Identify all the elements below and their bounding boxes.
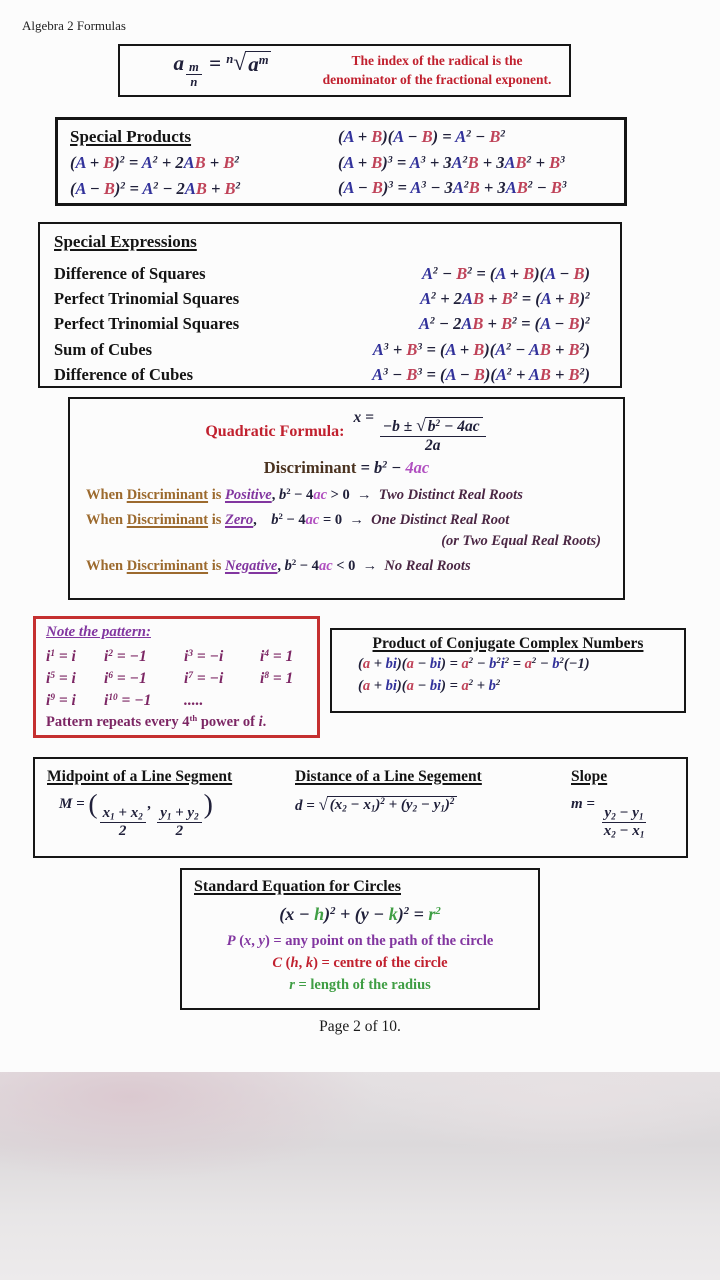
pattern-repeats-note: Pattern repeats every 4th power of i.: [46, 713, 267, 730]
circle-box-title: Standard Equation for Circles: [194, 878, 401, 895]
expression-label: Difference of Squares: [54, 264, 206, 283]
discriminant-cases: [80, 487, 613, 575]
formula-cell: $i^4 = 1$: [260, 648, 294, 665]
discriminant-case-zero-extra: (or Two Equal Real Roots): [441, 532, 601, 549]
powers-of-i-pattern-box: [33, 616, 320, 738]
conjugate-complex-box: [330, 628, 686, 713]
radical-index-note-line1: The index of the radical is the: [351, 52, 523, 68]
special-expressions-box: [38, 222, 622, 388]
circle-note-centre: C (h, k) = centre of the circle: [272, 954, 448, 971]
discriminant-case-positive: When Discriminant is Positive, $b^2 - 4ac > 0$ → Two Distinct Real Roots: [86, 486, 523, 503]
slope-formula: m = $\frac{y_2 - y_1}{x_2 - x_1}$: [571, 796, 674, 841]
formula-cell: $i^6 = -1$: [104, 670, 147, 687]
formula-line: $(A + B)^3 = A^3 + 3A^2B + 3AB^2 + B^3$: [338, 152, 566, 172]
powers-of-i-grid: [46, 646, 307, 712]
midpoint-title: Midpoint of a Line Segment: [47, 768, 233, 785]
fractional-exponent-box: [118, 44, 571, 97]
special-products-left-column: [70, 124, 332, 201]
blurred-background: [0, 1072, 720, 1280]
radical-index-note: [315, 52, 559, 90]
quadratic-formula-label: Quadratic Formula:: [205, 422, 345, 440]
table-row: [54, 311, 606, 336]
expression-label: Difference of Cubes: [54, 364, 193, 384]
distance-column: [295, 768, 547, 847]
formula-line: $A^3 + B^3 = (A + B)(A^2$ − AB + $B^2$): [372, 339, 590, 359]
conjugate-box-title: Product of Conjugate Complex Numbers: [372, 635, 644, 652]
pattern-box-title: Note the pattern:: [46, 624, 151, 640]
formula-cell: $i^5 = i$: [46, 670, 76, 687]
formula-cell: [260, 690, 307, 712]
formula-cell: .....: [184, 692, 204, 709]
fractional-exponent-formula: a $^{\frac{m}{n}}$ = $^n$ √ $a^m$: [130, 51, 315, 90]
quadratic-formula-line: [80, 409, 613, 455]
special-products-title: Special Products: [70, 127, 192, 146]
special-expressions-title: Special Expressions: [54, 232, 197, 251]
formula-line: $(a + bi)(a - bi) = a^2 + b^2$: [358, 677, 501, 695]
special-products-right-column: [338, 124, 612, 201]
discriminant-case-zero: When Discriminant is Zero, $b^2 - 4ac = 0$ → One Distinct Real Root: [86, 511, 510, 528]
slope-column: [547, 768, 674, 847]
formula-cell: $i^2 = -1$: [104, 648, 147, 665]
slope-title: Slope: [571, 768, 608, 785]
table-row: [54, 362, 606, 387]
midpoint-column: [47, 768, 295, 847]
quadratic-formula: x = −b ± √ $b^2 - 4ac$ 2a: [353, 409, 487, 455]
formula-cell: $i^3 = -i$: [184, 648, 224, 665]
expression-label: Perfect Trinomial Squares: [54, 289, 240, 309]
formula-cell: $i^9 = i$: [46, 692, 76, 709]
page-title: Algebra 2 Formulas: [22, 18, 126, 33]
discriminant-case-negative: When Discriminant is Negative, $b^2 - 4ac < 0 \to No$ Real Roots: [86, 557, 471, 574]
midpoint-formula: M = ( $\frac{x_1 + x_2}{2}$ , $\frac{y_1 + y_2}{2}$ ): [59, 788, 213, 840]
formula-line: $(a + bi)(a - bi) = a^2 - b^2i^2 = a^2 - b^2(-1)$: [358, 655, 590, 672]
formula-line: $A^2 - B^2 = (A + B)(A - B)$: [422, 264, 590, 283]
formula-cell: $i^8 = 1$: [260, 670, 294, 687]
formula-cell: $i^7 = -i$: [184, 670, 224, 687]
expression-label: Sum of Cubes: [54, 339, 153, 359]
radical-index-note-line2: denominator of the fractional exponent.: [322, 71, 552, 87]
table-row: [54, 261, 606, 286]
circle-note-point: P (x, y) = any point on the path of the circle: [226, 933, 494, 949]
table-row: [54, 337, 606, 362]
formula-line: $A^2 - 2AB + B^2 = (A - B)^2$: [418, 314, 590, 334]
formula-line: $(A - B)^2 = A^2 - 2AB + B^2$: [70, 178, 241, 198]
formula-cell: $i^1 = i$: [46, 648, 76, 665]
formula-line: $(A - B)^3 = A^3 - 3A^2B + 3AB^2 - B^3$: [338, 178, 567, 198]
page-number: Page 2 of 10.: [319, 1018, 401, 1035]
formula-cell: $i^{10} = -1$: [104, 692, 152, 709]
table-row: [54, 286, 606, 311]
circle-equation-box: [180, 868, 540, 1010]
formula-line: $A^3 - B^3 = (A - B)(A^2$ + AB + $B^2$): [372, 364, 590, 384]
quadratic-formula-box: [68, 397, 625, 600]
expression-label: Perfect Trinomial Squares: [54, 314, 240, 334]
formula-line: $(A + B)(A - B) = A^2 - B^2$: [338, 127, 506, 146]
circle-formula: $(x - h)^2 + (y - k)^2 = r^2$: [279, 904, 441, 924]
formula-line: $A^2 + 2AB + B^2 = (A + B)^2$: [420, 289, 590, 309]
distance-title: Distance of a Line Segement: [295, 768, 482, 785]
distance-formula: d = √ $(x_2 - x_1)^2 + (y_2 - y_1)^2$: [295, 796, 547, 815]
circle-note-radius: r = length of the radius: [289, 976, 431, 993]
discriminant-formula: Discriminant = $b^2 - 4ac$: [263, 457, 430, 477]
special-products-box: [55, 117, 627, 206]
formula-line: $(A + B)^2 = A^2 + 2AB + B^2$: [70, 153, 240, 173]
line-segment-box: [33, 757, 688, 858]
